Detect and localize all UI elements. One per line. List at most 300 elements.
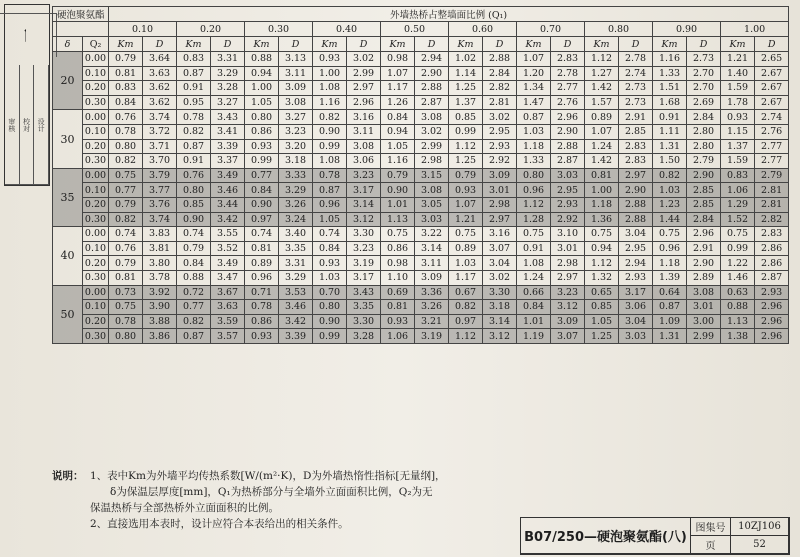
d-value: 2.99 xyxy=(687,329,721,344)
d-value: 2.67 xyxy=(755,66,789,81)
km-value: 0.69 xyxy=(381,285,415,300)
d-value: 3.59 xyxy=(211,314,245,329)
km-value: 0.82 xyxy=(109,212,143,227)
km-value: 1.05 xyxy=(245,95,279,110)
d-value: 3.22 xyxy=(415,227,449,242)
km-value: 1.05 xyxy=(313,212,347,227)
km-value: 0.97 xyxy=(245,212,279,227)
delta-value: 30 xyxy=(53,110,83,168)
km-value: 1.50 xyxy=(653,154,687,169)
km-value: 0.80 xyxy=(109,139,143,154)
d-value: 2.70 xyxy=(687,66,721,81)
d-value: 2.81 xyxy=(755,183,789,198)
delta-header: δ xyxy=(53,37,83,52)
d-value: 2.67 xyxy=(755,95,789,110)
d-value: 2.81 xyxy=(755,197,789,212)
d-value: 3.72 xyxy=(143,124,177,139)
d-value: 3.20 xyxy=(279,139,313,154)
d-value: 2.87 xyxy=(415,95,449,110)
km-value: 1.57 xyxy=(585,95,619,110)
km-header: Km xyxy=(245,37,279,52)
d-value: 2.97 xyxy=(551,270,585,285)
table-row xyxy=(53,212,789,227)
d-value: 3.08 xyxy=(415,110,449,125)
km-value: 0.79 xyxy=(177,241,211,256)
km-value: 0.80 xyxy=(313,300,347,315)
km-value: 1.25 xyxy=(449,81,483,96)
d-value: 2.88 xyxy=(619,197,653,212)
km-value: 0.90 xyxy=(381,183,415,198)
d-value: 3.04 xyxy=(619,227,653,242)
d-value: 3.14 xyxy=(347,197,381,212)
km-value: 1.33 xyxy=(517,154,551,169)
km-value: 0.74 xyxy=(177,227,211,242)
km-value: 0.78 xyxy=(177,110,211,125)
d-value: 3.12 xyxy=(347,212,381,227)
q2-value: 0.30 xyxy=(83,270,109,285)
km-value: 1.16 xyxy=(313,95,347,110)
table-row xyxy=(53,95,789,110)
d-value: 2.73 xyxy=(619,81,653,96)
d-value: 2.95 xyxy=(551,183,585,198)
d-value: 2.99 xyxy=(347,66,381,81)
km-value: 1.42 xyxy=(585,81,619,96)
d-header: D xyxy=(211,37,245,52)
d-value: 2.95 xyxy=(619,241,653,256)
km-value: 1.03 xyxy=(313,270,347,285)
km-value: 0.98 xyxy=(381,52,415,67)
q2-value: 0.20 xyxy=(83,314,109,329)
d-value: 3.12 xyxy=(483,329,517,344)
km-value: 1.51 xyxy=(653,81,687,96)
km-value: 1.18 xyxy=(653,256,687,271)
d-value: 2.86 xyxy=(755,241,789,256)
km-value: 1.03 xyxy=(653,183,687,198)
km-value: 1.46 xyxy=(721,270,755,285)
d-value: 2.83 xyxy=(551,52,585,67)
d-value: 3.23 xyxy=(279,124,313,139)
d-value: 2.83 xyxy=(755,227,789,242)
d-value: 3.23 xyxy=(347,241,381,256)
table-row xyxy=(53,329,789,344)
km-value: 0.75 xyxy=(517,227,551,242)
d-value: 3.08 xyxy=(687,285,721,300)
d-value: 2.97 xyxy=(347,81,381,96)
d-value: 3.07 xyxy=(483,241,517,256)
d-value: 3.46 xyxy=(279,300,313,315)
km-value: 0.71 xyxy=(245,285,279,300)
km-value: 0.87 xyxy=(517,110,551,125)
d-value: 3.57 xyxy=(211,329,245,344)
km-value: 0.80 xyxy=(109,329,143,344)
q1-value-header: 0.10 xyxy=(109,22,177,37)
q2-value: 0.10 xyxy=(83,124,109,139)
km-value: 0.78 xyxy=(245,300,279,315)
d-value: 2.92 xyxy=(551,212,585,227)
d-value: 3.36 xyxy=(415,285,449,300)
km-value: 0.75 xyxy=(721,227,755,242)
km-value: 1.28 xyxy=(517,212,551,227)
delta-value: 20 xyxy=(53,52,83,110)
d-value: 2.73 xyxy=(619,95,653,110)
drawing-title: B07/250—硬泡聚氨酯(八) xyxy=(521,518,691,554)
d-value: 3.67 xyxy=(211,285,245,300)
d-value: 3.31 xyxy=(211,52,245,67)
km-value: 1.18 xyxy=(585,197,619,212)
km-value: 0.79 xyxy=(109,256,143,271)
d-value: 2.87 xyxy=(551,154,585,169)
km-value: 1.20 xyxy=(517,66,551,81)
d-value: 3.35 xyxy=(279,241,313,256)
d-value: 3.02 xyxy=(415,124,449,139)
d-value: 3.28 xyxy=(211,81,245,96)
km-value: 1.05 xyxy=(381,139,415,154)
d-value: 3.29 xyxy=(279,270,313,285)
q1-value-header: 0.20 xyxy=(177,22,245,37)
table-row xyxy=(53,52,789,67)
d-value: 3.88 xyxy=(143,314,177,329)
d-value: 2.88 xyxy=(415,81,449,96)
d-value: 3.08 xyxy=(415,183,449,198)
d-value: 3.05 xyxy=(415,197,449,212)
d-value: 2.93 xyxy=(483,139,517,154)
q1-value-header: 1.00 xyxy=(721,22,789,37)
q2-value: 0.30 xyxy=(83,329,109,344)
d-value: 3.43 xyxy=(211,110,245,125)
d-value: 2.98 xyxy=(551,256,585,271)
q2-value: 0.30 xyxy=(83,95,109,110)
d-value: 2.84 xyxy=(687,212,721,227)
km-value: 0.63 xyxy=(721,285,755,300)
table-row xyxy=(53,241,789,256)
km-value: 1.59 xyxy=(721,81,755,96)
km-value: 0.84 xyxy=(109,95,143,110)
km-value: 0.91 xyxy=(653,110,687,125)
km-header: Km xyxy=(585,37,619,52)
km-value: 1.00 xyxy=(585,183,619,198)
approval-cell-design: 设计 xyxy=(34,65,49,185)
km-value: 1.68 xyxy=(653,95,687,110)
d-value: 3.01 xyxy=(483,183,517,198)
delta-value: 35 xyxy=(53,168,83,226)
d-value: 3.49 xyxy=(211,168,245,183)
km-value: 0.82 xyxy=(177,124,211,139)
d-value: 2.70 xyxy=(687,81,721,96)
d-value: 3.23 xyxy=(347,168,381,183)
d-value: 2.88 xyxy=(551,139,585,154)
d-value: 2.97 xyxy=(483,212,517,227)
km-value: 0.93 xyxy=(313,52,347,67)
km-value: 0.96 xyxy=(313,197,347,212)
d-value: 2.74 xyxy=(619,66,653,81)
q1-value-header: 0.50 xyxy=(381,22,449,37)
km-value: 1.07 xyxy=(517,52,551,67)
d-value: 3.62 xyxy=(143,81,177,96)
km-value: 0.90 xyxy=(313,314,347,329)
km-value: 0.84 xyxy=(313,241,347,256)
note-line-1: 1、表中Km为外墙平均传热系数[W/(m²·K)，D为外墙热惰性指标[无量纲]， xyxy=(90,470,446,482)
km-value: 0.91 xyxy=(177,81,211,96)
d-value: 3.17 xyxy=(347,270,381,285)
d-header: D xyxy=(279,37,313,52)
km-value: 0.94 xyxy=(585,241,619,256)
page-number: 52 xyxy=(731,536,789,554)
title-block xyxy=(520,517,790,555)
d-value: 3.44 xyxy=(211,197,245,212)
d-value: 2.93 xyxy=(619,270,653,285)
d-header: D xyxy=(551,37,585,52)
km-value: 0.99 xyxy=(449,124,483,139)
d-value: 3.06 xyxy=(619,300,653,315)
d-value: 2.88 xyxy=(483,52,517,67)
table-row xyxy=(53,285,789,300)
km-value: 0.76 xyxy=(177,168,211,183)
km-value: 0.87 xyxy=(177,329,211,344)
km-value: 0.77 xyxy=(245,168,279,183)
q2-value: 0.00 xyxy=(83,110,109,125)
km-value: 1.21 xyxy=(449,212,483,227)
km-value: 0.79 xyxy=(449,168,483,183)
km-value: 1.12 xyxy=(517,197,551,212)
d-value: 3.90 xyxy=(143,300,177,315)
d-value: 3.92 xyxy=(143,285,177,300)
d-value: 2.91 xyxy=(619,110,653,125)
q2-value: 0.20 xyxy=(83,197,109,212)
km-value: 0.97 xyxy=(449,314,483,329)
km-value: 0.76 xyxy=(109,110,143,125)
km-value: 0.84 xyxy=(177,256,211,271)
d-value: 3.81 xyxy=(143,241,177,256)
km-value: 1.13 xyxy=(721,314,755,329)
d-value: 3.17 xyxy=(619,285,653,300)
d-value: 3.01 xyxy=(687,300,721,315)
d-value: 2.84 xyxy=(687,110,721,125)
km-value: 0.74 xyxy=(245,227,279,242)
d-value: 3.21 xyxy=(415,314,449,329)
km-value: 1.22 xyxy=(721,256,755,271)
km-value: 0.99 xyxy=(313,329,347,344)
d-value: 3.04 xyxy=(483,256,517,271)
d-value: 2.85 xyxy=(687,183,721,198)
km-value: 0.90 xyxy=(177,212,211,227)
d-value: 3.26 xyxy=(415,300,449,315)
km-value: 1.26 xyxy=(381,95,415,110)
q2-header: Q₂ xyxy=(83,37,109,52)
d-value: 2.98 xyxy=(415,154,449,169)
d-value: 3.76 xyxy=(143,197,177,212)
d-value: 3.42 xyxy=(211,212,245,227)
page-label: 页 xyxy=(691,536,731,554)
km-value: 0.78 xyxy=(109,314,143,329)
d-value: 3.86 xyxy=(143,329,177,344)
note-line-2: δ为保温层厚度[mm]，Q₁为热桥部分与全墙外立面面积比例，Q₂为无 xyxy=(110,486,433,498)
km-value: 0.75 xyxy=(653,227,687,242)
d-value: 3.39 xyxy=(279,329,313,344)
km-value: 1.29 xyxy=(721,197,755,212)
km-value: 0.93 xyxy=(721,110,755,125)
km-value: 0.67 xyxy=(449,285,483,300)
km-value: 0.83 xyxy=(177,52,211,67)
km-header: Km xyxy=(653,37,687,52)
q1-value-header: 0.40 xyxy=(313,22,381,37)
km-value: 0.86 xyxy=(245,314,279,329)
d-value: 3.55 xyxy=(211,227,245,242)
km-value: 0.93 xyxy=(245,139,279,154)
d-value: 2.94 xyxy=(415,52,449,67)
table-row xyxy=(53,256,789,271)
km-value: 1.25 xyxy=(585,329,619,344)
d-value: 2.82 xyxy=(483,81,517,96)
km-value: 1.12 xyxy=(585,52,619,67)
d-value: 2.83 xyxy=(619,139,653,154)
km-value: 1.01 xyxy=(381,197,415,212)
note-line-4: 2、直接选用本表时，设计应符合本表给出的相关条件。 xyxy=(90,518,349,530)
d-value: 3.29 xyxy=(211,66,245,81)
d-value: 3.64 xyxy=(143,52,177,67)
d-value: 2.77 xyxy=(755,154,789,169)
km-value: 0.96 xyxy=(517,183,551,198)
d-value: 3.19 xyxy=(347,256,381,271)
table-row xyxy=(53,81,789,96)
d-value: 3.47 xyxy=(211,270,245,285)
table-row xyxy=(53,66,789,81)
km-value: 1.34 xyxy=(517,81,551,96)
approval-cell-check: 校对 xyxy=(20,65,35,185)
d-value: 3.16 xyxy=(347,110,381,125)
km-value: 1.01 xyxy=(517,314,551,329)
km-value: 0.80 xyxy=(517,168,551,183)
km-value: 0.74 xyxy=(313,227,347,242)
d-value: 2.90 xyxy=(619,183,653,198)
q2-value: 0.00 xyxy=(83,285,109,300)
d-value: 2.90 xyxy=(687,256,721,271)
d-value: 2.84 xyxy=(483,66,517,81)
d-value: 3.71 xyxy=(143,139,177,154)
km-value: 1.31 xyxy=(653,139,687,154)
km-value: 1.07 xyxy=(585,124,619,139)
km-value: 0.93 xyxy=(381,314,415,329)
d-value: 3.30 xyxy=(347,227,381,242)
d-value: 2.77 xyxy=(755,139,789,154)
km-value: 0.95 xyxy=(177,95,211,110)
q1-title: 外墙热桥占整墙面比例 (Q₁) xyxy=(109,7,789,22)
km-value: 1.27 xyxy=(585,66,619,81)
km-value: 1.14 xyxy=(449,66,483,81)
km-value: 1.07 xyxy=(449,197,483,212)
km-value: 0.99 xyxy=(313,139,347,154)
km-value: 0.81 xyxy=(381,300,415,315)
d-value: 3.02 xyxy=(483,110,517,125)
km-value: 0.64 xyxy=(653,285,687,300)
km-value: 0.78 xyxy=(313,168,347,183)
km-value: 0.75 xyxy=(109,168,143,183)
d-value: 3.62 xyxy=(143,95,177,110)
km-value: 0.90 xyxy=(245,197,279,212)
d-value: 2.90 xyxy=(687,168,721,183)
d-header: D xyxy=(347,37,381,52)
km-value: 1.24 xyxy=(517,270,551,285)
km-d-table xyxy=(52,6,789,344)
q2-value: 0.20 xyxy=(83,81,109,96)
km-value: 0.86 xyxy=(381,241,415,256)
km-value: 1.02 xyxy=(449,52,483,67)
km-value: 1.59 xyxy=(721,154,755,169)
km-value: 0.81 xyxy=(109,270,143,285)
km-value: 1.33 xyxy=(653,66,687,81)
km-value: 1.16 xyxy=(381,154,415,169)
d-value: 3.18 xyxy=(279,154,313,169)
km-value: 0.84 xyxy=(245,183,279,198)
d-value: 3.03 xyxy=(619,329,653,344)
km-value: 1.06 xyxy=(381,329,415,344)
q2-value: 0.20 xyxy=(83,139,109,154)
delta-value: 40 xyxy=(53,227,83,285)
d-value: 2.89 xyxy=(687,270,721,285)
km-value: 0.99 xyxy=(721,241,755,256)
km-value: 0.82 xyxy=(177,314,211,329)
material-cell: 硬泡聚氨酯 xyxy=(53,7,109,22)
d-value: 3.04 xyxy=(619,314,653,329)
km-value: 1.17 xyxy=(381,81,415,96)
d-value: 3.37 xyxy=(211,154,245,169)
km-value: 0.88 xyxy=(245,52,279,67)
d-value: 2.94 xyxy=(619,256,653,271)
d-value: 3.79 xyxy=(143,168,177,183)
d-value: 3.31 xyxy=(279,256,313,271)
approval-strip xyxy=(4,4,50,186)
note-line-3: 保温热桥与全部热桥外立面面积的比例。 xyxy=(90,502,279,514)
d-value: 2.78 xyxy=(619,52,653,67)
km-value: 0.80 xyxy=(177,183,211,198)
km-header: Km xyxy=(313,37,347,52)
km-value: 1.10 xyxy=(381,270,415,285)
km-value: 1.12 xyxy=(449,139,483,154)
q2-value: 0.10 xyxy=(83,241,109,256)
d-value: 2.96 xyxy=(755,300,789,315)
notes-label: 说明： xyxy=(52,470,84,482)
km-value: 1.42 xyxy=(585,154,619,169)
km-value: 0.87 xyxy=(177,139,211,154)
table-row xyxy=(53,124,789,139)
d-value: 2.99 xyxy=(415,139,449,154)
km-value: 0.90 xyxy=(313,124,347,139)
d-header: D xyxy=(619,37,653,52)
km-value: 1.00 xyxy=(245,81,279,96)
d-header: D xyxy=(687,37,721,52)
q1-value-header: 0.80 xyxy=(585,22,653,37)
km-header: Km xyxy=(177,37,211,52)
d-value: 3.11 xyxy=(415,256,449,271)
d-value: 2.80 xyxy=(687,139,721,154)
d-value: 3.17 xyxy=(347,183,381,198)
d-value: 3.63 xyxy=(143,66,177,81)
d-value: 2.81 xyxy=(483,95,517,110)
d-value: 3.02 xyxy=(483,270,517,285)
km-header: Km xyxy=(721,37,755,52)
km-value: 0.82 xyxy=(653,168,687,183)
km-value: 0.94 xyxy=(245,66,279,81)
km-value: 0.78 xyxy=(109,124,143,139)
d-value: 2.76 xyxy=(551,95,585,110)
km-value: 0.82 xyxy=(313,110,347,125)
km-value: 0.86 xyxy=(245,124,279,139)
d-value: 2.77 xyxy=(551,81,585,96)
d-value: 3.29 xyxy=(279,183,313,198)
km-value: 1.36 xyxy=(585,212,619,227)
km-value: 0.79 xyxy=(381,168,415,183)
d-value: 3.30 xyxy=(347,314,381,329)
d-value: 2.96 xyxy=(687,227,721,242)
